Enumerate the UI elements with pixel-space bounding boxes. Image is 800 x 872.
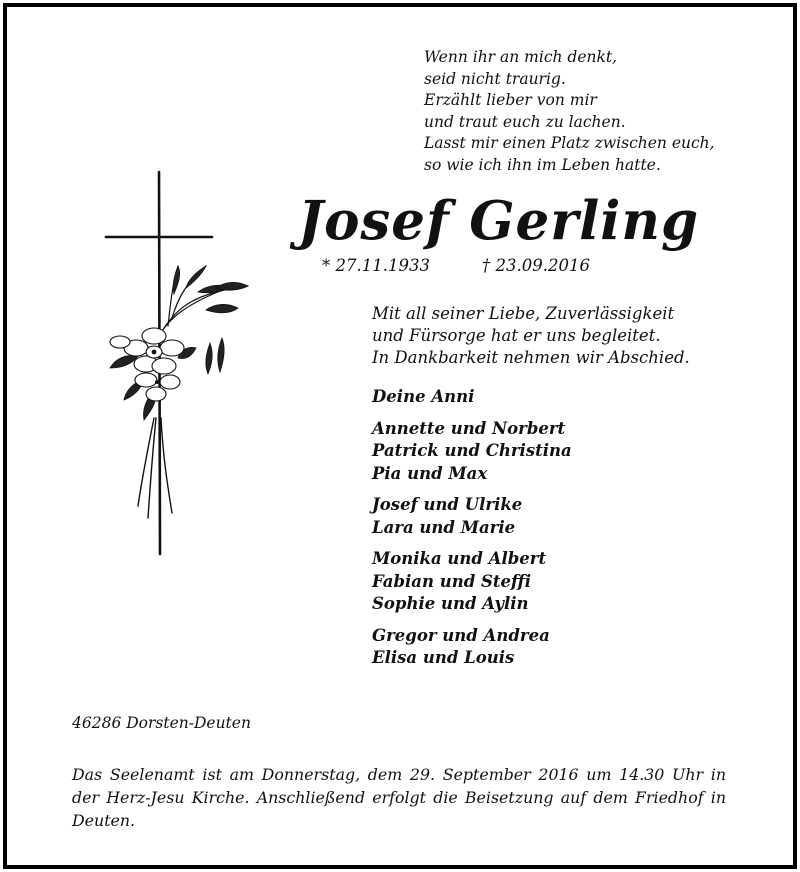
poem-line: und traut euch zu lachen. [424, 112, 626, 131]
service-info: Das Seelenamt ist am Donnerstag, dem 29. September 2016 um 14.30 Uhr in der Herz-Jesu Kirche. Anschließend erfolgt die Beisetzung auf dem Friedhof in Deuten. [72, 765, 726, 830]
tribute-line: Mit all seiner Liebe, Zuverlässigkeit [372, 304, 675, 323]
family-member: Patrick und Christina [372, 441, 572, 460]
poem-line: so wie ich ihn im Leben hatte. [424, 155, 661, 174]
cross-with-flowers-icon [98, 168, 258, 558]
family-group [372, 386, 572, 409]
family-member: Elisa und Louis [372, 648, 515, 667]
address: 46286 Dorsten-Deuten [72, 714, 251, 732]
family-member: Josef und Ulrike [372, 495, 523, 514]
poem-line: Wenn ihr an mich denkt, [424, 48, 618, 66]
family-member: Gregor und Andrea [372, 625, 550, 645]
deceased-name: Josef Gerling [298, 190, 700, 252]
family-group [372, 625, 572, 670]
poem-line: seid nicht traurig. [424, 69, 566, 88]
family-group [372, 548, 572, 616]
family-member: Deine Anni [372, 387, 475, 406]
tribute-line: und Fürsorge hat er uns begleitet. [372, 326, 661, 345]
family-member: Fabian und Steffi [372, 571, 531, 591]
family-member: Monika und Albert [372, 549, 547, 568]
family-member: Pia und Max [372, 463, 488, 483]
family-member: Lara und Marie [372, 517, 516, 537]
family-group [372, 418, 572, 486]
family-list [372, 386, 572, 679]
life-dates [322, 256, 590, 275]
family-member: Annette und Norbert [372, 418, 566, 438]
poem-line: Erzählt lieber von mir [424, 91, 597, 109]
poem [424, 47, 715, 176]
tribute-line: In Dankbarkeit nehmen wir Abschied. [372, 348, 690, 367]
poem-line: Lasst mir einen Platz zwischen euch, [424, 134, 715, 152]
tribute-text [372, 303, 690, 369]
death-date: † 23.09.2016 [481, 256, 590, 275]
family-group [372, 494, 572, 539]
birth-date: * 27.11.1933 [322, 256, 430, 275]
family-member: Sophie und Aylin [372, 594, 529, 613]
